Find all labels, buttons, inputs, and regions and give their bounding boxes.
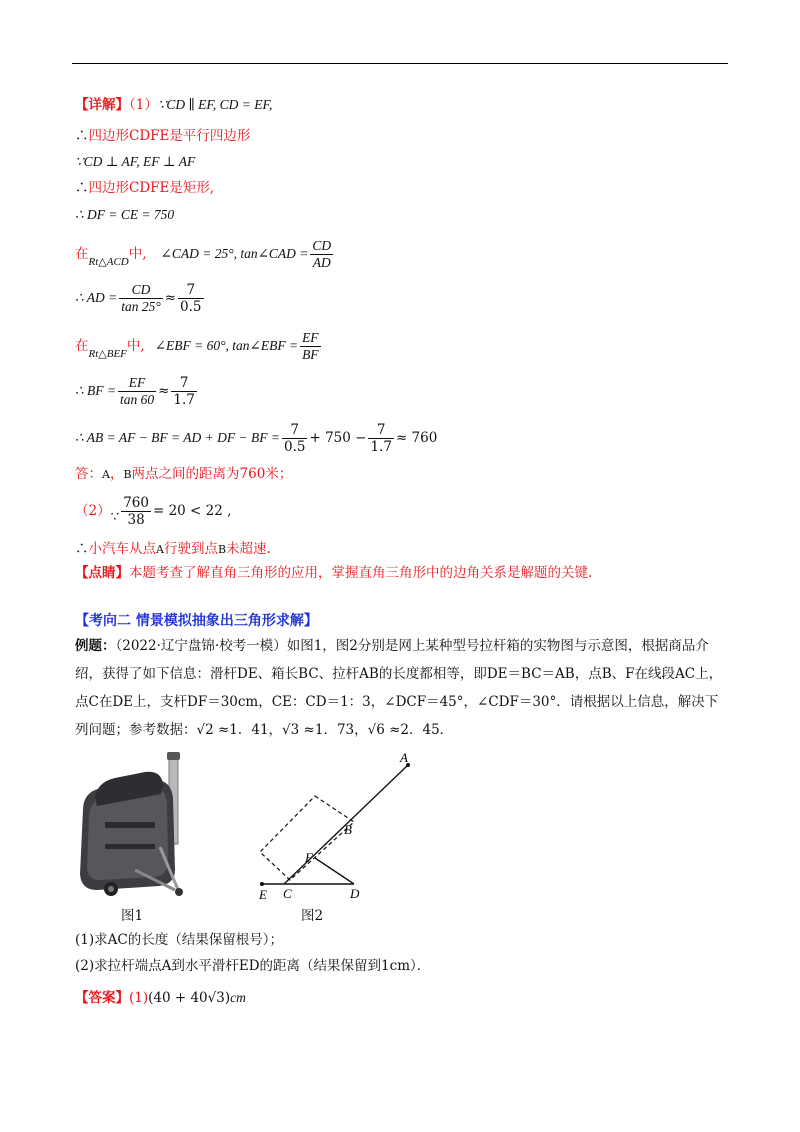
section-heading: 【考向二 情景模拟抽象出三角形求解】 bbox=[75, 613, 318, 629]
label-d: D bbox=[350, 886, 360, 901]
point-b: B bbox=[123, 468, 132, 481]
key-point-line bbox=[75, 564, 592, 582]
point-a: A bbox=[156, 543, 164, 556]
answer-text: 两点之间的距离为760米； bbox=[131, 466, 293, 482]
luggage-photo bbox=[75, 752, 193, 897]
figure-1-caption: 图1 bbox=[121, 908, 144, 924]
detail-line-13 bbox=[75, 540, 271, 559]
detail-line-9 bbox=[75, 373, 199, 409]
conclusion-part-b: 行驶到点 bbox=[163, 541, 218, 557]
middle-label: 中, bbox=[126, 338, 145, 354]
example-paragraph bbox=[75, 632, 730, 744]
frac-numerator: 7 bbox=[178, 282, 203, 299]
label-b: B bbox=[344, 822, 352, 837]
frac-numerator: CD bbox=[119, 282, 163, 299]
fraction-cd-ad bbox=[310, 238, 333, 271]
triangle-bef: Rt△BEF bbox=[88, 348, 127, 360]
frac-denominator: tan 25° bbox=[121, 298, 161, 314]
frac-numerator: 7 bbox=[171, 375, 196, 392]
ad-label: ∴ AD = bbox=[75, 290, 118, 305]
given-statement: ∵CD ∥ EF, CD = EF, bbox=[157, 97, 273, 112]
frac-numerator: CD bbox=[312, 237, 332, 253]
tan-ebf-equation: ∠EBF = 60°, tan∠EBF = bbox=[154, 338, 299, 353]
triangle-acd: Rt△ACD bbox=[88, 256, 129, 268]
answer-label: 答： bbox=[75, 466, 102, 482]
frac-denominator: tan 60 bbox=[119, 391, 155, 407]
detail-tag: 【详解】 bbox=[75, 97, 129, 113]
answer-part-label: (1) bbox=[129, 990, 149, 1006]
answer-line bbox=[75, 989, 246, 1007]
ab-result: ≈ 760 bbox=[395, 430, 438, 446]
fraction-cd-tan25 bbox=[119, 282, 163, 315]
answer-part1 bbox=[75, 465, 292, 484]
label-f: F bbox=[305, 850, 313, 865]
speed-comparison: = 20 < 22 , bbox=[152, 503, 232, 519]
key-point-tag: 【点睛】 bbox=[75, 565, 129, 581]
frac-numerator: 760 bbox=[123, 494, 149, 511]
frac-numerator: 7 bbox=[282, 422, 307, 439]
detail-line-4 bbox=[75, 179, 214, 197]
frac-denominator: 1.7 bbox=[173, 391, 195, 408]
frac-denominator: 0.5 bbox=[180, 298, 202, 315]
answer-unit: cm bbox=[230, 990, 246, 1005]
part1-number: （1） bbox=[129, 97, 158, 113]
label-c: C bbox=[283, 886, 292, 901]
in-label: 在 bbox=[75, 338, 89, 354]
example-text: （2022·辽宁盘锦·校考一模）如图1，图2分别是网上某种型号拉杆箱的实物图与示意图，根据商品介绍，获得了如下信息：滑杆DE、箱长BC、拉杆AB的长度都相等，即DE＝BC＝AB，点B、F在线段AC上，点C在DE上，支杆DF＝30cm，CE：CD＝1：3，∠DCF＝45°，∠CDF＝30°．请根据以上信息，解决下列问题；参考数据：√2 ≈1．41，√3 ≈1．73，√6 ≈2．45． bbox=[75, 638, 723, 738]
plus-750-minus: + 750 − bbox=[309, 430, 367, 446]
separator: ， bbox=[109, 466, 124, 482]
question-1: (1)求AC的长度（结果保留根号）； bbox=[75, 932, 283, 948]
therefore-symbol: ∴ bbox=[75, 541, 89, 557]
bf-label: ∴ BF = bbox=[75, 383, 116, 398]
frac-denominator: AD bbox=[312, 254, 331, 270]
detail-line-7 bbox=[75, 280, 206, 316]
schematic-diagram bbox=[250, 752, 420, 902]
rectangle-conclusion: 四边形CDFE是矩形, bbox=[88, 180, 215, 196]
detail-line-1 bbox=[75, 96, 272, 114]
label-e: E bbox=[259, 887, 267, 902]
fraction-7-0.5 bbox=[282, 422, 307, 455]
fraction-ef-tan60 bbox=[118, 375, 156, 408]
ab-equation: ∴ AB = AF − BF = AD + DF − BF = bbox=[75, 430, 280, 445]
fraction-7-1.7 bbox=[368, 422, 393, 455]
frac-denominator: 1.7 bbox=[370, 438, 392, 455]
detail-line-12 bbox=[75, 493, 231, 529]
fraction-ef-bf bbox=[300, 330, 321, 363]
df-ce-equation: ∴ DF = CE = 750 bbox=[75, 207, 175, 222]
frac-denominator: 0.5 bbox=[283, 438, 306, 455]
conclusion-part-a: 小汽车从点 bbox=[88, 541, 156, 557]
detail-line-5 bbox=[75, 206, 174, 224]
frac-numerator: EF bbox=[302, 329, 319, 345]
example-label: 例题： bbox=[75, 638, 116, 654]
frac-numerator: EF bbox=[118, 375, 156, 392]
point-b: B bbox=[217, 543, 227, 556]
detail-line-6 bbox=[75, 236, 335, 272]
question-2: (2)求拉杆端点A到水平滑杆ED的距离（结果保留到1cm）． bbox=[75, 958, 431, 974]
key-point-text: 本题考查了解直角三角形的应用，掌握直角三角形中的边角关系是解题的关键. bbox=[129, 565, 593, 581]
frac-denominator: 38 bbox=[127, 511, 145, 528]
detail-line-2 bbox=[75, 127, 250, 145]
fraction-7-0.5 bbox=[178, 282, 203, 315]
therefore-symbol: ∴ bbox=[75, 128, 89, 144]
label-a: A bbox=[400, 752, 408, 765]
detail-line-3 bbox=[75, 153, 195, 171]
fraction-7-1.7 bbox=[171, 375, 196, 408]
middle-label: 中, bbox=[128, 246, 147, 262]
point-a: A bbox=[102, 468, 110, 481]
answer-tag: 【答案】 bbox=[75, 990, 129, 1006]
perpendicular-statement: ∵CD ⊥ AF, EF ⊥ AF bbox=[75, 154, 196, 169]
parallelogram-conclusion: 四边形CDFE是平行四边形 bbox=[88, 128, 251, 144]
approx-symbol: ≈ bbox=[164, 290, 177, 306]
approx-symbol: ≈ bbox=[158, 383, 170, 399]
detail-line-8 bbox=[75, 328, 323, 364]
conclusion-part-c: 未超速. bbox=[226, 541, 271, 557]
therefore-symbol: ∴ bbox=[75, 180, 89, 196]
in-label: 在 bbox=[75, 246, 89, 262]
part2-number: （2） bbox=[75, 503, 111, 519]
header-rule bbox=[72, 63, 728, 64]
figure-2-caption: 图2 bbox=[301, 908, 324, 924]
frac-denominator: BF bbox=[302, 346, 319, 362]
fraction-760-38 bbox=[121, 495, 151, 528]
tan-cad-equation: ∠CAD = 25°, tan∠CAD = bbox=[160, 246, 309, 261]
answer-expression: (40 + 40√3) bbox=[148, 990, 231, 1006]
frac-numerator: 7 bbox=[368, 422, 393, 439]
because-symbol: ∵ bbox=[110, 509, 120, 525]
detail-line-10 bbox=[75, 420, 437, 456]
